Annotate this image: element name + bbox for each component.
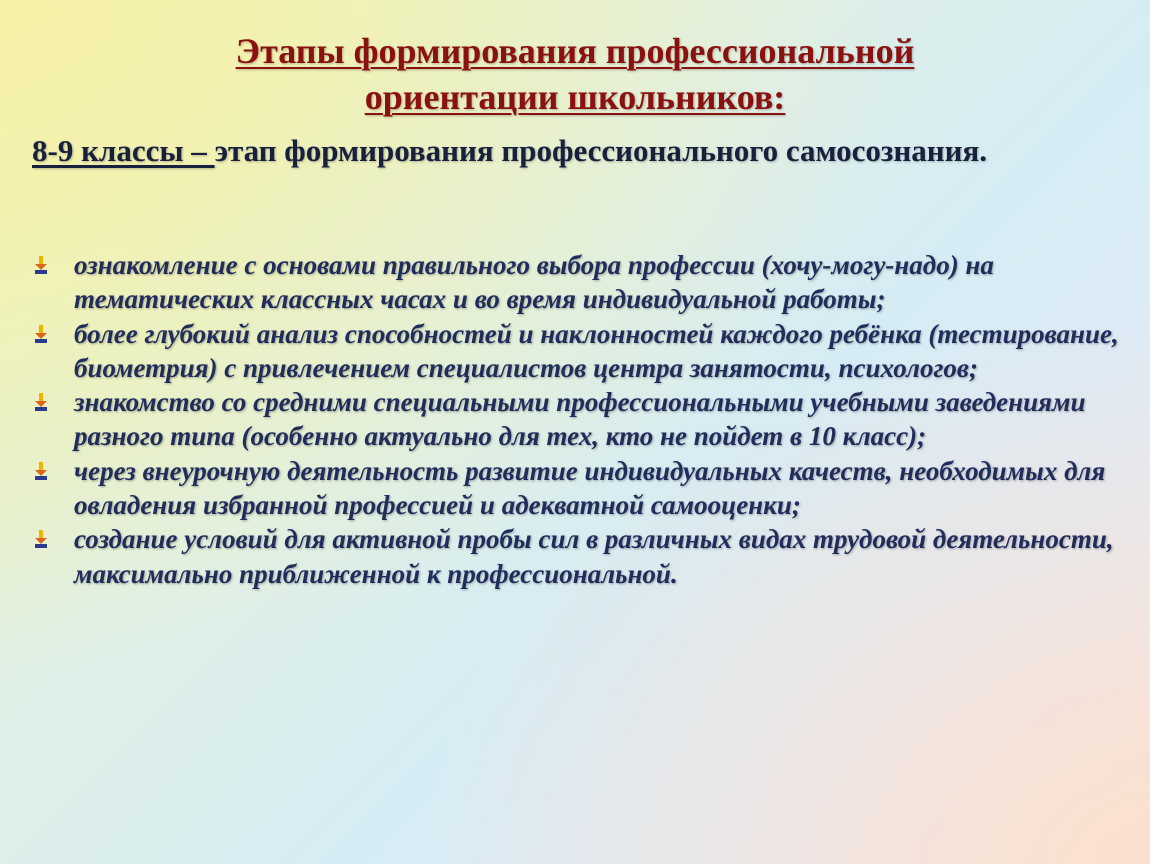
slide-title-line-2: ориентации школьников:: [364, 77, 786, 117]
activity-list: [30, 248, 1120, 591]
arrow-down-bullet-icon: [34, 256, 48, 274]
list-item: [30, 454, 1120, 523]
list-item: [30, 317, 1120, 386]
arrow-down-bullet-icon: [34, 462, 48, 480]
stage-heading: [32, 132, 1112, 169]
list-item: [30, 385, 1120, 454]
slide-title: [0, 28, 1150, 120]
list-item: [30, 522, 1120, 591]
list-item-text: ознакомление с основами правильного выбора профессии (хочу-могу-надо) на тематических классных часах и во время индивидуальной работы;: [74, 250, 994, 315]
slide-title-line-1: Этапы формирования профессиональной: [235, 31, 915, 71]
list-item-text: более глубокий анализ способностей и наклонностей каждого ребёнка (тестирование, биометрия) с привлечением специалистов центра занятости, психологов;: [74, 318, 1119, 383]
arrow-down-bullet-icon: [34, 530, 48, 548]
arrow-down-bullet-icon: [34, 393, 48, 411]
stage-grades: 8-9 классы –: [32, 133, 215, 168]
list-item: [30, 248, 1120, 317]
arrow-down-bullet-icon: [34, 325, 48, 343]
list-item-text: через внеурочную деятельность развитие индивидуальных качеств, необходимых для овладения избранной профессией и адекватной самооценки;: [74, 455, 1106, 521]
list-item-text: знакомство со средними специальными профессиональными учебными заведениями разного типа (особенно актуально для тех, кто не пойдет в 10 класс);: [74, 387, 1086, 452]
stage-description: этап формирования профессионального самосознания.: [214, 133, 987, 168]
list-item-text: создание условий для активной пробы сил в различных видах трудовой деятельности, максимально приближенной к профессиональной.: [74, 524, 1114, 589]
